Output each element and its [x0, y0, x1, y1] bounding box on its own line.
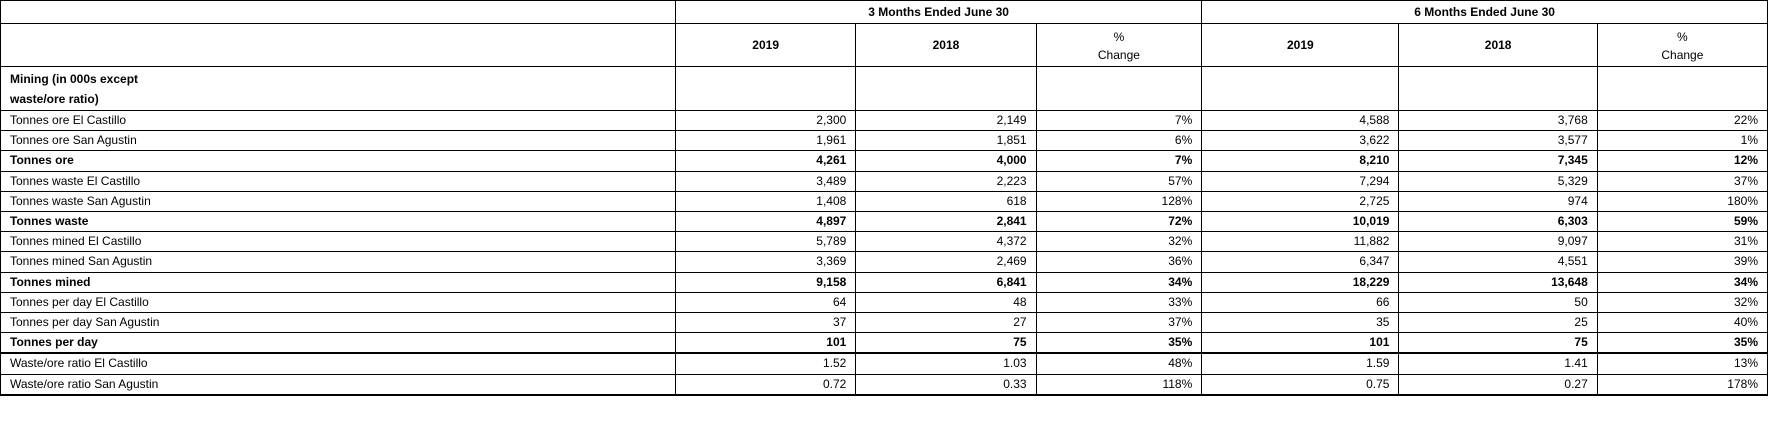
- table-row: [1, 374, 1768, 395]
- table-row: [1, 292, 1768, 312]
- cell-6m-2018: 50: [1399, 292, 1597, 312]
- cell-3m-2019: 0.72: [676, 374, 856, 395]
- period-3-months-header: 3 Months Ended June 30: [676, 1, 1202, 24]
- cell-6m-pct-change: 1%: [1597, 131, 1767, 151]
- cell-6m-pct-change: 22%: [1597, 111, 1767, 131]
- section-title: [1, 67, 676, 111]
- cell-6m-pct-change: 12%: [1597, 151, 1767, 171]
- empty-cell: [1202, 67, 1399, 111]
- cell-3m-2019: 9,158: [676, 272, 856, 292]
- cell-3m-pct-change: 48%: [1036, 353, 1202, 374]
- cell-3m-2018: 1,851: [856, 131, 1036, 151]
- cell-6m-pct-change: 37%: [1597, 171, 1767, 191]
- section-title-row: [1, 67, 1768, 111]
- cell-3m-pct-change: 7%: [1036, 111, 1202, 131]
- cell-3m-2019: 4,261: [676, 151, 856, 171]
- cell-6m-2018: 7,345: [1399, 151, 1597, 171]
- cell-3m-pct-change: 35%: [1036, 333, 1202, 354]
- table-row: [1, 333, 1768, 354]
- cell-3m-2019: 3,369: [676, 252, 856, 272]
- row-label: Tonnes mined San Agustin: [1, 252, 676, 272]
- cell-3m-pct-change: 33%: [1036, 292, 1202, 312]
- row-label: Tonnes ore: [1, 151, 676, 171]
- cell-3m-2019: 3,489: [676, 171, 856, 191]
- period-6-months-header: 6 Months Ended June 30: [1202, 1, 1768, 24]
- cell-3m-pct-change: 118%: [1036, 374, 1202, 395]
- table-row: [1, 191, 1768, 211]
- cell-3m-2018: 27: [856, 313, 1036, 333]
- cell-6m-2018: 0.27: [1399, 374, 1597, 395]
- empty-corner-cell: [1, 1, 676, 24]
- cell-3m-2019: 1,408: [676, 191, 856, 211]
- cell-6m-pct-change: 180%: [1597, 191, 1767, 211]
- section-title-text: Mining (in 000s except waste/ore ratio): [10, 72, 139, 106]
- table-row: [1, 252, 1768, 272]
- cell-3m-2018: 0.33: [856, 374, 1036, 395]
- cell-3m-pct-change: 6%: [1036, 131, 1202, 151]
- table-row: [1, 232, 1768, 252]
- empty-cell: [856, 67, 1036, 111]
- cell-6m-2018: 25: [1399, 313, 1597, 333]
- row-label: Tonnes per day: [1, 333, 676, 354]
- row-label: Tonnes per day El Castillo: [1, 292, 676, 312]
- row-label: Tonnes mined El Castillo: [1, 232, 676, 252]
- cell-3m-2019: 2,300: [676, 111, 856, 131]
- row-label: Tonnes ore San Agustin: [1, 131, 676, 151]
- cell-6m-2018: 75: [1399, 333, 1597, 354]
- cell-6m-2019: 11,882: [1202, 232, 1399, 252]
- empty-label-header-cell: [1, 24, 676, 67]
- cell-3m-2018: 618: [856, 191, 1036, 211]
- cell-6m-2019: 7,294: [1202, 171, 1399, 191]
- cell-6m-2019: 6,347: [1202, 252, 1399, 272]
- cell-3m-2019: 5,789: [676, 232, 856, 252]
- cell-6m-pct-change: 178%: [1597, 374, 1767, 395]
- col-6m-pct-change-header: [1597, 24, 1767, 67]
- cell-3m-2018: 75: [856, 333, 1036, 354]
- cell-3m-2018: 48: [856, 292, 1036, 312]
- cell-3m-2019: 1.52: [676, 353, 856, 374]
- table-row: [1, 353, 1768, 374]
- cell-6m-2019: 18,229: [1202, 272, 1399, 292]
- cell-6m-pct-change: 32%: [1597, 292, 1767, 312]
- cell-6m-2018: 13,648: [1399, 272, 1597, 292]
- empty-cell: [1399, 67, 1597, 111]
- cell-6m-pct-change: 13%: [1597, 353, 1767, 374]
- table-row: [1, 151, 1768, 171]
- cell-6m-2018: 9,097: [1399, 232, 1597, 252]
- cell-3m-pct-change: 36%: [1036, 252, 1202, 272]
- row-label: Waste/ore ratio San Agustin: [1, 374, 676, 395]
- cell-6m-2019: 4,588: [1202, 111, 1399, 131]
- col-3m-2019-header: 2019: [676, 24, 856, 67]
- table-row: [1, 313, 1768, 333]
- cell-3m-pct-change: 128%: [1036, 191, 1202, 211]
- cell-6m-2019: 1.59: [1202, 353, 1399, 374]
- cell-3m-pct-change: 72%: [1036, 212, 1202, 232]
- table-row: [1, 212, 1768, 232]
- cell-6m-2018: 1.41: [1399, 353, 1597, 374]
- cell-6m-2018: 974: [1399, 191, 1597, 211]
- cell-6m-2019: 0.75: [1202, 374, 1399, 395]
- pct-change-word: Change: [1097, 48, 1140, 62]
- row-label: Tonnes per day San Agustin: [1, 313, 676, 333]
- cell-6m-pct-change: 40%: [1597, 313, 1767, 333]
- cell-3m-2019: 37: [676, 313, 856, 333]
- cell-6m-2019: 10,019: [1202, 212, 1399, 232]
- empty-cell: [1036, 67, 1202, 111]
- cell-3m-2019: 1,961: [676, 131, 856, 151]
- column-header-row: [1, 24, 1768, 67]
- cell-6m-2018: 3,577: [1399, 131, 1597, 151]
- cell-3m-2018: 2,469: [856, 252, 1036, 272]
- table-row: [1, 272, 1768, 292]
- row-label: Tonnes waste: [1, 212, 676, 232]
- cell-3m-pct-change: 57%: [1036, 171, 1202, 191]
- pct-change-word: Change: [1661, 48, 1704, 62]
- cell-6m-pct-change: 59%: [1597, 212, 1767, 232]
- empty-cell: [1597, 67, 1767, 111]
- col-3m-2018-header: 2018: [856, 24, 1036, 67]
- row-label: Tonnes waste San Agustin: [1, 191, 676, 211]
- cell-3m-2018: 4,000: [856, 151, 1036, 171]
- cell-3m-pct-change: 32%: [1036, 232, 1202, 252]
- cell-6m-pct-change: 39%: [1597, 252, 1767, 272]
- cell-6m-2019: 3,622: [1202, 131, 1399, 151]
- cell-6m-pct-change: 31%: [1597, 232, 1767, 252]
- cell-3m-2018: 2,149: [856, 111, 1036, 131]
- pct-symbol: %: [1677, 30, 1688, 44]
- row-label: Tonnes ore El Castillo: [1, 111, 676, 131]
- cell-3m-2018: 6,841: [856, 272, 1036, 292]
- cell-3m-pct-change: 34%: [1036, 272, 1202, 292]
- cell-3m-2019: 64: [676, 292, 856, 312]
- cell-6m-2019: 101: [1202, 333, 1399, 354]
- period-header-row: [1, 1, 1768, 24]
- cell-3m-2018: 4,372: [856, 232, 1036, 252]
- cell-3m-2018: 1.03: [856, 353, 1036, 374]
- pct-symbol: %: [1113, 30, 1125, 44]
- table-row: [1, 111, 1768, 131]
- cell-3m-pct-change: 37%: [1036, 313, 1202, 333]
- cell-3m-2019: 4,897: [676, 212, 856, 232]
- cell-6m-pct-change: 34%: [1597, 272, 1767, 292]
- cell-6m-2018: 4,551: [1399, 252, 1597, 272]
- empty-cell: [676, 67, 856, 111]
- cell-6m-2019: 66: [1202, 292, 1399, 312]
- cell-3m-pct-change: 7%: [1036, 151, 1202, 171]
- table-row: [1, 171, 1768, 191]
- cell-6m-2019: 35: [1202, 313, 1399, 333]
- col-6m-2019-header: 2019: [1202, 24, 1399, 67]
- cell-3m-2018: 2,223: [856, 171, 1036, 191]
- col-6m-2018-header: 2018: [1399, 24, 1597, 67]
- cell-6m-2018: 6,303: [1399, 212, 1597, 232]
- row-label: Tonnes mined: [1, 272, 676, 292]
- table-row: [1, 131, 1768, 151]
- cell-6m-2018: 5,329: [1399, 171, 1597, 191]
- col-3m-pct-change-header: [1036, 24, 1202, 67]
- cell-3m-2019: 101: [676, 333, 856, 354]
- row-label: Tonnes waste El Castillo: [1, 171, 676, 191]
- row-label: Waste/ore ratio El Castillo: [1, 353, 676, 374]
- cell-6m-2019: 2,725: [1202, 191, 1399, 211]
- cell-6m-2019: 8,210: [1202, 151, 1399, 171]
- cell-6m-pct-change: 35%: [1597, 333, 1767, 354]
- cell-6m-2018: 3,768: [1399, 111, 1597, 131]
- cell-3m-2018: 2,841: [856, 212, 1036, 232]
